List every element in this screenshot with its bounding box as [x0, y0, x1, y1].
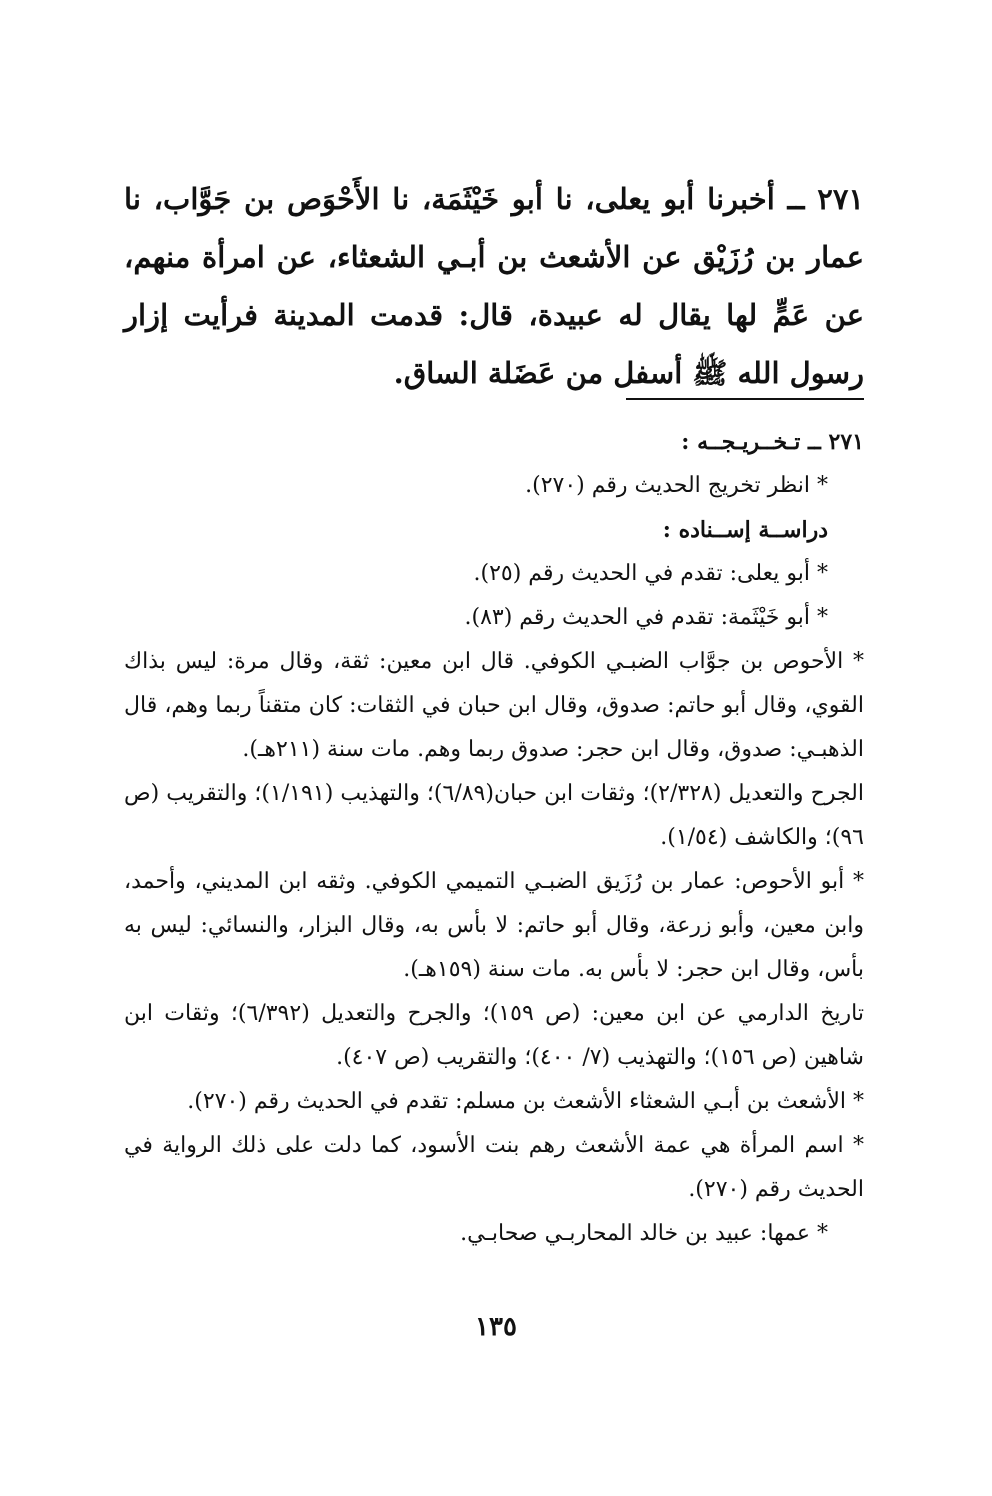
note-uncle: * عمها: عبيد بن خالد المحاربـي صحابـي.: [460, 1221, 828, 1246]
note-ahwas-refs: الجرح والتعديل (٢/٣٢٨)؛ وثقات ابن حبان(٦/٨٩)؛ والتهذيب (١/١٩١)؛ والتقريب (ص ٩٦)؛ والكاشف (١/٥٤).: [124, 781, 864, 850]
footnotes-block: [124, 420, 864, 1256]
note-woman: * اسم المرأة هي عمة الأشعث رهم بنت الأسود، كما دلت على ذلك الرواية في الحديث رقم (٢٧٠).: [124, 1133, 864, 1202]
page-number: ١٣٥: [475, 1312, 517, 1342]
hadith-text-block: [124, 170, 864, 402]
isnad-study-heading: دراســة إســناده :: [662, 517, 828, 543]
note-ahwas-bio: * الأحوص بن جوَّاب الضبـي الكوفي. قال ابن معين: ثقة، وقال مرة: ليس بذاك القوي، وقال أبو حاتم: صدوق، وقال ابن حبان في الثقات: كان متقناً ربما وهم، قال الذهبـي: صدوق، وقال ابن حجر: صدوق ربما وهم. مات سنة (٢١١هـ).: [124, 649, 865, 762]
note-ashath: * الأشعث بن أبـي الشعثاء الأشعث بن مسلم: تقدم في الحديث رقم (٢٧٠).: [187, 1089, 864, 1114]
note-abu-khaythama: * أبو خَيْثَمة: تقدم في الحديث رقم (٨٣).: [464, 605, 828, 630]
takhrij-heading: ٢٧١ ــ تـخــريـجــه :: [681, 429, 864, 455]
note-ammar-refs: تاريخ الدارمي عن ابن معين: (ص ١٥٩)؛ والجرح والتعديل (٦/٣٩٢)؛ وثقات ابن شاهين (ص ١٥٦)؛ والتهذيب (٧/ ٤٠٠)؛ والتقريب (ص ٤٠٧).: [124, 1001, 865, 1070]
hadith-text: ٢٧١ ــ أخبرنا أبو يعلى، نا أبو خَيْثَمَة، نا الأَحْوَص بن جَوَّاب، نا عمار بن رُزَيْق عن الأشعث بن أبـي الشعثاء، عن امرأة منهم، عن عَمٍّ لها يقال له عبيدة، قال: قدمت المدينة فرأيت إزار رسول الله ﷺ أسفل من عَضَلة الساق.: [124, 182, 864, 390]
note-ammar-bio: * أبو الأحوص: عمار بن رُزَيق الضبـي التميمي الكوفي. وثقه ابن المديني، وأحمد، وابن معين، وأبو زرعة، وقال أبو حاتم: لا بأس به، وقال البزار، والنسائي: ليس به بأس، وقال ابن حجر: لا بأس به. مات سنة (١٥٩هـ).: [124, 869, 864, 982]
footnote-separator-rule: [626, 398, 864, 400]
takhrij-line: * انظر تخريج الحديث رقم (٢٧٠).: [525, 473, 828, 498]
note-abu-yala: * أبو يعلى: تقدم في الحديث رقم (٢٥).: [473, 561, 828, 586]
